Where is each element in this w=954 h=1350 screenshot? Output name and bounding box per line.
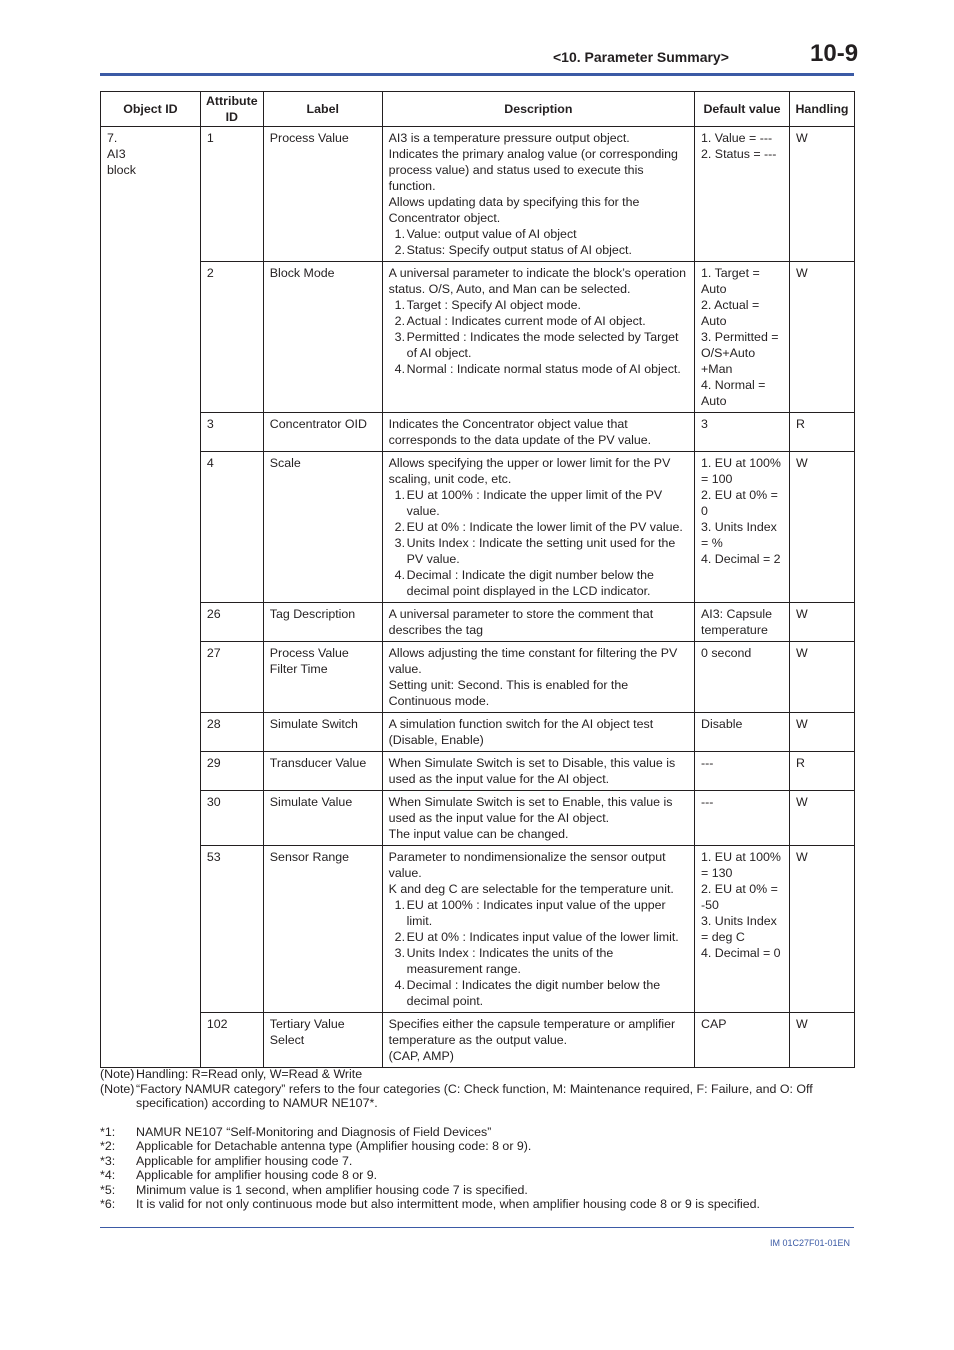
description-line: Setting unit: Second. This is enabled for the Continuous mode. [388, 678, 629, 708]
label-cell: Process Value Filter Time [263, 642, 382, 713]
note-row [100, 1197, 860, 1212]
description-cell [382, 452, 694, 603]
label-cell: Block Mode [263, 262, 382, 413]
list-item-number: 4. [394, 978, 406, 992]
default-value-line: 4. Normal = Auto [701, 378, 766, 408]
description-list-item [389, 567, 689, 599]
list-item-text: Normal : Indicate normal status mode of AI object. [406, 362, 681, 376]
description-line: K and deg C are selectable for the temperature unit. [388, 882, 674, 896]
table-row [101, 452, 855, 603]
list-item-number: 4. [394, 568, 406, 582]
parameter-table [100, 91, 855, 1068]
default-value-line: CAP [701, 1017, 727, 1031]
default-value-line: 2. EU at 0% = 0 [701, 488, 778, 518]
default-value-line: 1. EU at 100% = 100 [701, 456, 781, 486]
header-default-value: Default value [695, 92, 790, 127]
note-key: *1: [100, 1124, 116, 1139]
description-line: Allows adjusting the time constant for filtering the PV value. [388, 646, 678, 676]
note-key: *6: [100, 1197, 116, 1211]
note-row [100, 1082, 860, 1111]
description-list-item [389, 945, 689, 977]
header-description: Description [382, 92, 694, 127]
list-item-text: Units Index : Indicates the units of the measurement range. [406, 946, 614, 976]
header-handling: Handling [789, 92, 854, 127]
attribute-id-cell: 4 [200, 452, 263, 603]
description-list-item [389, 242, 689, 258]
note-key: (Note) [100, 1081, 135, 1096]
default-value-line: 2. EU at 0% = -50 [701, 882, 778, 912]
object-id-cell [101, 127, 201, 1068]
table-header-row [101, 92, 855, 127]
default-value-cell [695, 1013, 790, 1068]
note-key: *3: [100, 1153, 116, 1168]
attribute-id-cell: 29 [200, 752, 263, 791]
description-list [389, 297, 689, 377]
object-id-line: block [107, 163, 136, 177]
handling-cell: W [789, 127, 854, 262]
header-object-id: Object ID [101, 92, 201, 127]
default-value-cell [695, 791, 790, 846]
description-line: Parameter to nondimensionalize the sensor output value. [388, 850, 666, 880]
default-value-line: 2. Actual = Auto [701, 298, 760, 328]
label-cell: Tertiary Value Select [263, 1013, 382, 1068]
description-list-item [389, 313, 689, 329]
list-item-number: 3. [394, 946, 406, 960]
note-row [100, 1183, 860, 1198]
handling-cell: W [789, 452, 854, 603]
note-key: *2: [100, 1139, 116, 1153]
description-list-item [389, 535, 689, 567]
table-row [101, 127, 855, 262]
note-text: “Factory NAMUR category” refers to the four categories (C: Check function, M: Maintenance required, F: Failure, and O: Off specification) according to NAMUR NE107*. [136, 1081, 813, 1110]
list-item-text: Status: Specify output status of AI object. [406, 243, 632, 257]
header-attribute-id: Attribute ID [200, 92, 263, 127]
attribute-id-cell: 2 [200, 262, 263, 413]
default-value-cell [695, 603, 790, 642]
description-line: A simulation function switch for the AI object test (Disable, Enable) [388, 717, 654, 747]
default-value-cell [695, 642, 790, 713]
list-item-number: 4. [394, 362, 406, 376]
default-value-line: --- [701, 756, 714, 770]
attribute-id-cell: 27 [200, 642, 263, 713]
list-item-text: EU at 100% : Indicate the upper limit of the PV value. [406, 488, 663, 518]
attribute-id-cell: 102 [200, 1013, 263, 1068]
note-text: Applicable for amplifier housing code 8 or 9. [136, 1168, 378, 1182]
description-cell [382, 603, 694, 642]
note-text: Applicable for Detachable antenna type (Amplifier housing code: 8 or 9). [136, 1139, 532, 1153]
header-divider [100, 73, 854, 76]
table-row [101, 752, 855, 791]
note-row [100, 1139, 860, 1154]
object-id-line: AI3 [107, 147, 126, 161]
description-line: Indicates the primary analog value (or corresponding process value) and status used to execute this function. [388, 147, 678, 193]
description-list-item [389, 487, 689, 519]
description-cell [382, 791, 694, 846]
description-line: A universal parameter to indicate the block’s operation status. O/S, Auto, and Man can be selected. [388, 266, 686, 296]
header-label: Label [263, 92, 382, 127]
attribute-id-cell: 28 [200, 713, 263, 752]
table-row [101, 846, 855, 1013]
table-row [101, 603, 855, 642]
note-key: (Note) [100, 1067, 135, 1081]
list-item-number: 1. [394, 298, 406, 312]
default-value-line: Disable [701, 717, 743, 731]
document-id: IM 01C27F01-01EN [770, 1238, 851, 1248]
description-line: Indicates the Concentrator object value that corresponds to the data update of the PV value. [388, 417, 652, 447]
description-cell [382, 713, 694, 752]
default-value-cell [695, 262, 790, 413]
list-item-text: Units Index : Indicate the setting unit used for the PV value. [406, 536, 676, 566]
default-value-line: 1. Target = Auto [701, 266, 760, 296]
label-cell: Tag Description [263, 603, 382, 642]
list-item-number: 1. [394, 227, 406, 241]
list-item-number: 2. [394, 314, 406, 328]
label-cell: Process Value [263, 127, 382, 262]
description-list-item [389, 519, 689, 535]
note-text: NAMUR NE107 “Self-Monitoring and Diagnosis of Field Devices” [136, 1124, 492, 1139]
list-item-text: EU at 0% : Indicate the lower limit of the PV value. [406, 520, 683, 534]
default-value-line: --- [701, 795, 714, 809]
default-value-line: 2. Status = --- [701, 147, 777, 161]
default-value-line: 3. Units Index = % [701, 520, 777, 550]
table-row [101, 1013, 855, 1068]
description-line: Allows specifying the upper or lower limit for the PV scaling, unit code, etc. [388, 456, 671, 486]
list-item-text: Decimal : Indicate the digit number below the decimal point displayed in the LCD indicator. [406, 568, 654, 598]
default-value-cell [695, 752, 790, 791]
list-item-number: 3. [394, 536, 406, 550]
list-item-text: EU at 0% : Indicates input value of the lower limit. [406, 930, 679, 944]
label-cell: Transducer Value [263, 752, 382, 791]
description-line: The input value can be changed. [388, 827, 569, 841]
note-key: *4: [100, 1168, 116, 1182]
description-cell [382, 1013, 694, 1068]
list-item-text: EU at 100% : Indicates input value of the upper limit. [406, 898, 666, 928]
description-cell [382, 127, 694, 262]
description-line: Specifies either the capsule temperature or amplifier temperature as the output value. [388, 1017, 676, 1047]
description-list-item [389, 297, 689, 313]
description-cell [382, 846, 694, 1013]
description-line: When Simulate Switch is set to Enable, this value is used as the input value for the AI object. [388, 795, 673, 825]
description-list [389, 226, 689, 258]
description-line: A universal parameter to store the comment that describes the tag [388, 607, 654, 637]
list-item-number: 1. [394, 488, 406, 502]
list-item-number: 1. [394, 898, 406, 912]
list-item-text: Decimal : Indicates the digit number below the decimal point. [406, 978, 661, 1008]
note-text: Applicable for amplifier housing code 7. [136, 1153, 353, 1168]
description-line: Allows updating data by specifying this for the Concentrator object. [388, 195, 640, 225]
attribute-id-cell: 30 [200, 791, 263, 846]
list-item-number: 2. [394, 243, 406, 257]
list-item-text: Actual : Indicates current mode of AI object. [406, 314, 646, 328]
note-row [100, 1125, 860, 1140]
handling-cell: R [789, 752, 854, 791]
footnotes-list [100, 1125, 860, 1212]
description-list-item [389, 897, 689, 929]
description-list-item [389, 361, 689, 377]
attribute-id-cell: 3 [200, 413, 263, 452]
list-item-number: 2. [394, 930, 406, 944]
table-row [101, 713, 855, 752]
label-cell: Scale [263, 452, 382, 603]
description-list-item [389, 929, 689, 945]
table-row [101, 642, 855, 713]
list-item-number: 2. [394, 520, 406, 534]
note-text: It is valid for not only continuous mode but also intermittent mode, when amplifier housing code 8 or 9 is specified. [136, 1197, 760, 1211]
description-cell [382, 642, 694, 713]
handling-cell: W [789, 603, 854, 642]
handling-cell: W [789, 262, 854, 413]
list-item-text: Value: output value of AI object [406, 227, 577, 241]
attribute-id-cell: 53 [200, 846, 263, 1013]
object-id-line: 7. [107, 131, 118, 145]
default-value-line: 1. EU at 100% = 130 [701, 850, 781, 880]
list-item-text: Target : Specify AI object mode. [406, 298, 581, 312]
handling-cell: W [789, 1013, 854, 1068]
description-cell [382, 262, 694, 413]
note-row [100, 1168, 860, 1183]
table-row [101, 262, 855, 413]
list-item-number: 3. [394, 330, 406, 344]
description-cell [382, 413, 694, 452]
label-cell: Sensor Range [263, 846, 382, 1013]
attribute-id-cell: 1 [200, 127, 263, 262]
description-line: AI3 is a temperature pressure output object. [388, 131, 630, 145]
default-value-cell [695, 413, 790, 452]
description-line: (CAP, AMP) [388, 1049, 454, 1063]
description-list-item [389, 329, 689, 361]
description-list [389, 897, 689, 1009]
notes-list [100, 1067, 860, 1111]
description-line: When Simulate Switch is set to Disable, this value is used as the input value for the AI object. [388, 756, 676, 786]
note-text: Handling: R=Read only, W=Read & Write [136, 1067, 363, 1081]
description-cell [382, 752, 694, 791]
list-item-text: Permitted : Indicates the mode selected by Target of AI object. [406, 330, 679, 360]
default-value-cell [695, 452, 790, 603]
section-title: <10. Parameter Summary> [553, 49, 729, 65]
default-value-line: 3 [701, 417, 708, 431]
handling-cell: R [789, 413, 854, 452]
handling-cell: W [789, 713, 854, 752]
default-value-line: 4. Decimal = 0 [701, 946, 781, 960]
table-row [101, 791, 855, 846]
handling-cell: W [789, 642, 854, 713]
page-number: 10-9 [810, 40, 859, 67]
note-row [100, 1067, 860, 1082]
handling-cell: W [789, 846, 854, 1013]
default-value-cell [695, 127, 790, 262]
label-cell: Concentrator OID [263, 413, 382, 452]
note-text: Minimum value is 1 second, when amplifier housing code 7 is specified. [136, 1182, 528, 1197]
description-list-item [389, 226, 689, 242]
default-value-line: AI3: Capsule temperature [701, 607, 772, 637]
table-row [101, 413, 855, 452]
label-cell: Simulate Value [263, 791, 382, 846]
default-value-line: 3. Permitted = O/S+Auto +Man [701, 330, 779, 376]
notes-section [100, 1067, 860, 1212]
default-value-line: 3. Units Index = deg C [701, 914, 777, 944]
default-value-line: 1. Value = --- [701, 131, 773, 145]
description-list-item [389, 977, 689, 1009]
footer-divider [100, 1227, 854, 1228]
default-value-line: 0 second [701, 646, 752, 660]
note-row [100, 1154, 860, 1169]
handling-cell: W [789, 791, 854, 846]
label-cell: Simulate Switch [263, 713, 382, 752]
default-value-line: 4. Decimal = 2 [701, 552, 781, 566]
default-value-cell [695, 713, 790, 752]
description-list [389, 487, 689, 599]
attribute-id-cell: 26 [200, 603, 263, 642]
note-key: *5: [100, 1182, 116, 1197]
default-value-cell [695, 846, 790, 1013]
